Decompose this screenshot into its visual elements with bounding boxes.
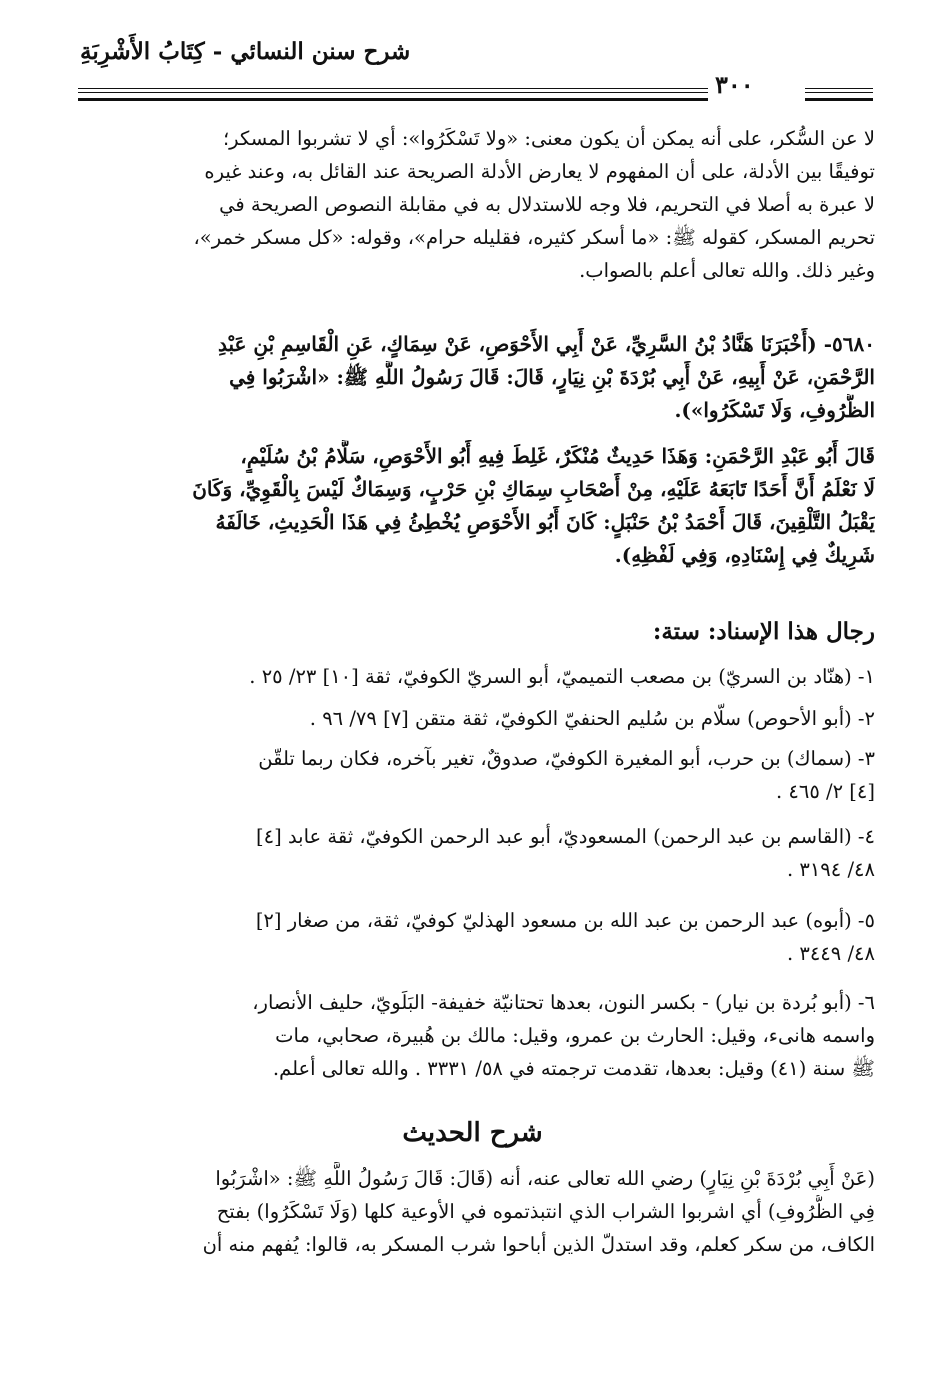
intro-paragraph [70, 122, 875, 287]
text-line: الكاف، من سكر كعلم، وقد استدلّ الذين أباحوا شرب المسكر به، قالوا: يُفهم منه أن [202, 1233, 875, 1256]
text-line: (عَنْ أَبِي بُرْدَةَ بْنِ نِيَارٍ) رضي الله تعالى عنه، أنه (قَالَ: قَالَ رَسُولُ اللَّهِ ﷺ: «اشْرَبُوا [215, 1167, 875, 1190]
running-header-title: شرح سنن النسائي - كِتَابُ الأَشْرِبَةِ [80, 38, 411, 65]
text-line: ١- (هنّاد بن السريّ) بن مصعب التميميّ، أبو السريّ الكوفيّ، ثقة [١٠] ٢٣/ ٢٥ . [249, 665, 875, 688]
text-line: ٦- (أبو بُردة بن نيار) - بكسر النون، بعدها تحتانيّة خفيفة- البَلَويّ، حليف الأنصار، [252, 991, 875, 1014]
page-number: ٣٠٠ [715, 70, 754, 99]
text-line: الرَّحْمَنِ، عَنْ أَبِيهِ، عَنْ أَبِي بُرْدَةَ بْنِ نِيَارٍ، قَالَ: قَالَ رَسُولُ اللَّهِ ﷺ: «اشْرَبُوا فِي [229, 365, 875, 389]
sharh-heading: شرح الحديث [402, 1118, 543, 1148]
text-line: لا عن السُّكر، على أنه يمكن أن يكون معنى: «ولا تَسْكَرُوا»: أي لا تشربوا المسكر؛ [222, 127, 875, 150]
text-line: ﷺ سنة (٤١) وقيل: بعدها، تقدمت ترجمته في ٥٨/ ٣٣٣١ . والله تعالى أعلم. [272, 1057, 875, 1080]
narrator-1 [70, 660, 875, 693]
text-line: لَا نَعْلَمُ أَنَّ أَحَدًا تَابَعَهُ عَلَيْهِ، مِنْ أَصْحَابِ سِمَاكِ بْنِ حَرْبٍ، وَسِمَاكٌ لَيْسَ بِالْقَوِيِّ، وَكَانَ [192, 477, 875, 501]
header-rule [78, 88, 708, 89]
text-line: يَقْبَلُ التَّلْقِينَ، قَالَ أَحْمَدُ بْنُ حَنْبَلٍ: كَانَ أَبُو الأَحْوَصِ يُخْطِئُ فِي هَذَا الْحَدِيثِ، خَالَفَهُ [215, 510, 875, 534]
sharh-paragraph [70, 1162, 875, 1261]
text-line: ٥٦٨٠- (أَخْبَرَنَا هَنَّادُ بْنُ السَّرِيِّ، عَنْ أَبِي الأَحْوَصِ، عَنْ سِمَاكٍ، عَنِ الْقَاسِمِ بْنِ عَبْدِ [217, 332, 875, 356]
narrator-2 [70, 702, 875, 735]
header-rule [805, 92, 873, 93]
header-rule [78, 92, 708, 93]
narrator-4 [70, 820, 875, 886]
narrator-6 [70, 986, 875, 1085]
text-line: واسمه هانىء، وقيل: الحارث بن عمرو، وقيل: مالك بن هُبيرة، صحابي، مات [275, 1024, 875, 1047]
text-line: قَالَ أَبُو عَبْدِ الرَّحْمَنِ: وَهَذَا حَدِيثٌ مُنْكَرٌ، غَلِطَ فِيهِ أَبُو الأَحْوَصِ، سَلَّامُ بْنُ سُلَيْمٍ، [240, 444, 875, 468]
text-line: ٣- (سماك) بن حرب، أبو المغيرة الكوفيّ، صدوقٌ، تغير بآخره، فكان ربما تلقّن [258, 747, 875, 770]
text-line: ٤٨/ ٣٤٤٩ . [786, 942, 875, 965]
nasai-commentary [70, 440, 875, 572]
narrators-heading: رجال هذا الإسناد: ستة: [652, 618, 875, 645]
text-line: شَرِيكٌ فِي إِسْنَادِهِ، وَفِي لَفْظِهِ). [614, 543, 875, 567]
text-line: توفيقًا بين الأدلة، على أن المفهوم لا يعارض الأدلة الصريحة عند القائل به، وعند غيره [204, 160, 875, 183]
text-line: ٢- (أبو الأحوص) سلّام بن سُليم الحنفيّ الكوفيّ، ثقة متقن [٧] ٧٩/ ٩٦ . [309, 707, 875, 730]
header-rule [805, 88, 873, 89]
text-line: ٥- (أبوه) عبد الرحمن بن عبد الله بن مسعود الهذليّ كوفيّ، ثقة، من صغار [٢] [255, 909, 875, 932]
header-rule [805, 98, 873, 101]
text-line: [٤] ٢/ ٤٦٥ . [776, 780, 875, 803]
header-rule [78, 98, 708, 101]
narrator-5 [70, 904, 875, 970]
text-line: لا عبرة به أصلا في التحريم، فلا وجه للاستدلال به في مقابلة النصوص الصريحة في [219, 193, 875, 216]
hadith-text [70, 328, 875, 427]
text-line: فِي الظُّرُوفِ) أي اشربوا الشراب الذي انتبذتموه في الأوعية كلها (وَلَا تَسْكَرُوا) بفتح [216, 1200, 875, 1223]
text-line: وغير ذلك. والله تعالى أعلم بالصواب. [579, 259, 875, 282]
narrator-3 [70, 742, 875, 808]
text-line: تحريم المسكر، كقوله ﷺ: «ما أسكر كثيره، فقليله حرام»، وقوله: «كل مسكر خمر»، [193, 226, 875, 249]
text-line: ٤- (القاسم بن عبد الرحمن) المسعوديّ، أبو عبد الرحمن الكوفيّ، ثقة عابد [٤] [256, 825, 875, 848]
text-line: ٤٨/ ٣١٩٤ . [786, 858, 875, 881]
text-line: الظُّرُوفِ، وَلَا تَسْكَرُوا»). [674, 398, 875, 422]
